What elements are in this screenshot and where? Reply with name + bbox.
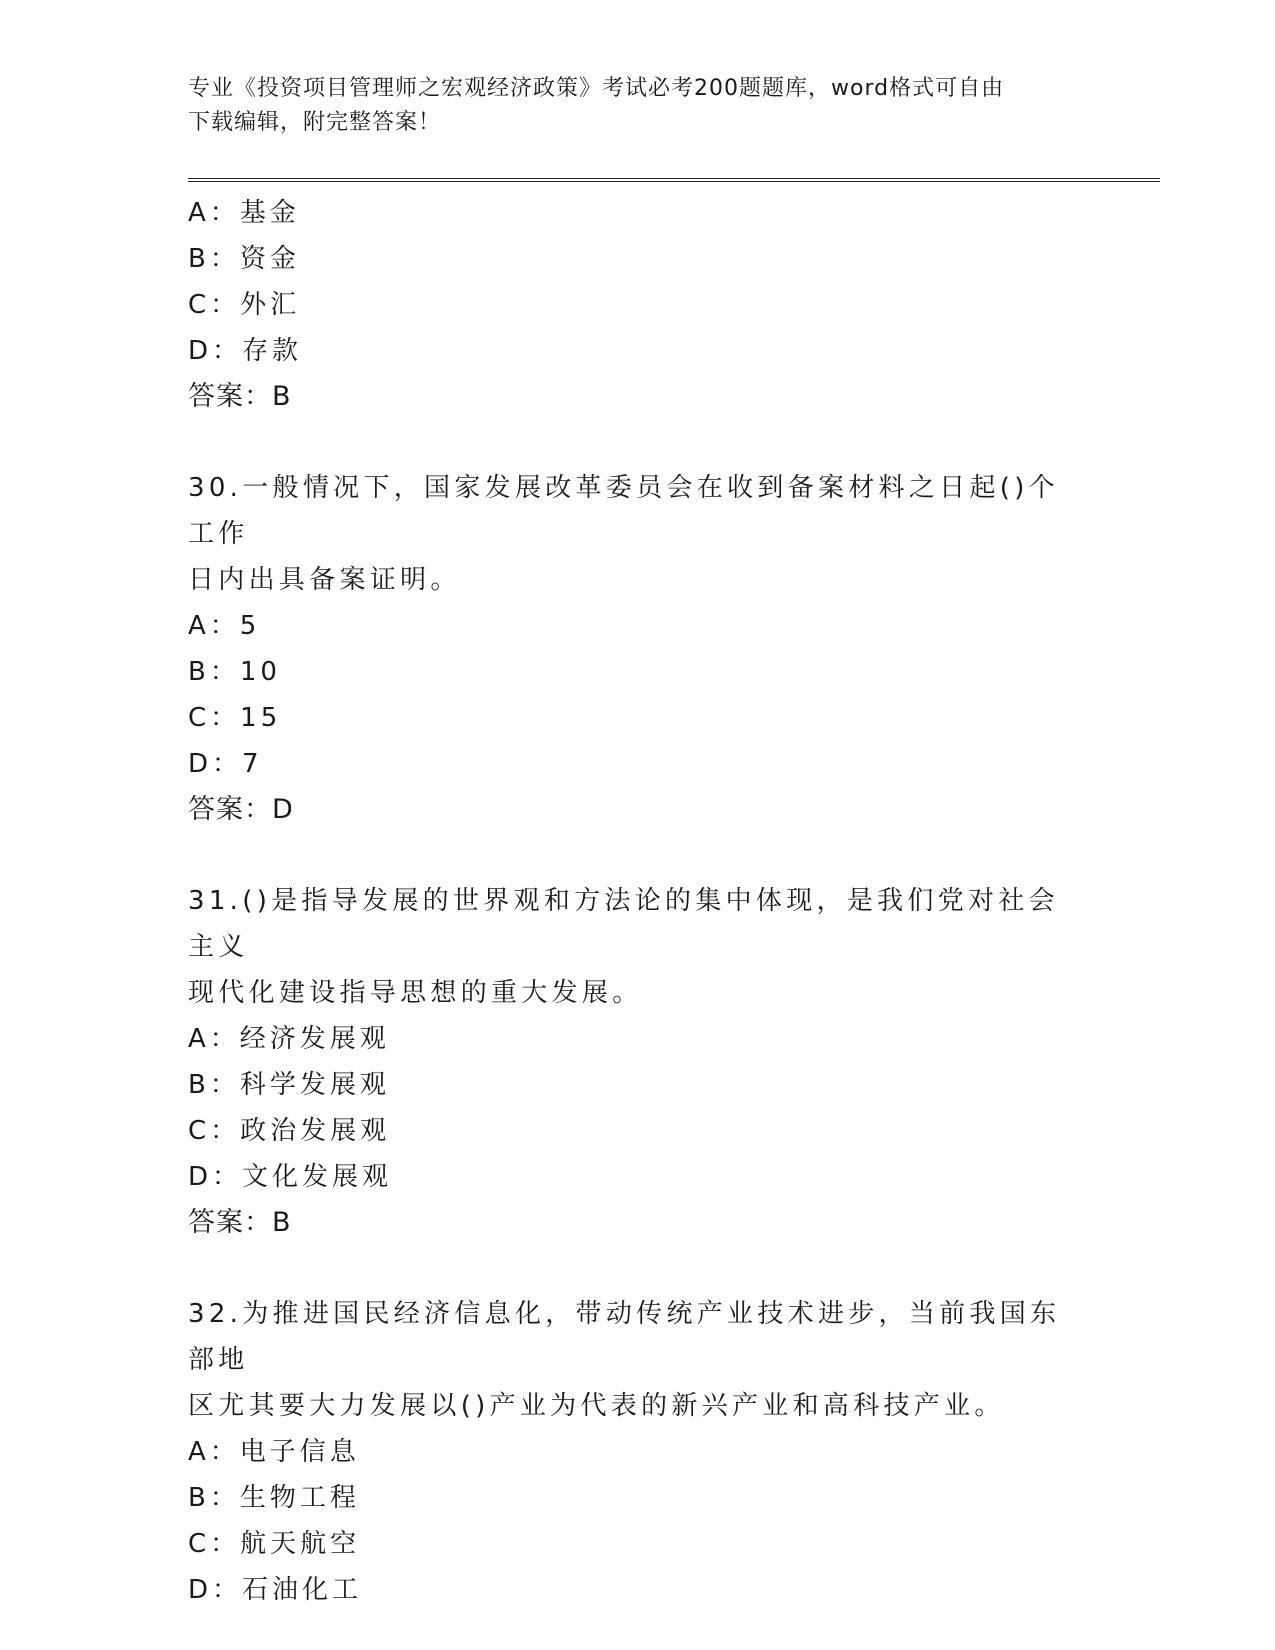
- option-b: B：科学发展观: [188, 1070, 390, 1100]
- option-d: D：石油化工: [188, 1575, 363, 1605]
- answer: 答案：B: [188, 381, 292, 412]
- answer: 答案：B: [188, 1207, 292, 1238]
- question-30: [188, 465, 1088, 833]
- question-31: [188, 878, 1088, 1246]
- header-line-1: 专业《投资项目管理师之宏观经济政策》考试必考200题题库，word格式可自由: [188, 76, 1005, 101]
- question-text: [188, 878, 1088, 1016]
- option-a: A：经济发展观: [188, 1024, 390, 1054]
- option-a: A：基金: [188, 198, 300, 228]
- option-b: B：生物工程: [188, 1483, 360, 1513]
- option-c: C：15: [188, 703, 282, 733]
- header-divider: [188, 178, 1160, 182]
- question-text: [188, 465, 1088, 603]
- question-text-line-1: 31.()是指导发展的世界观和方法论的集中体现，是我们党对社会主义: [188, 886, 1059, 962]
- option-c: C：政治发展观: [188, 1116, 391, 1146]
- question-text-line-2: 日内出具备案证明。: [188, 565, 461, 595]
- question-list: [188, 190, 1088, 1613]
- option-d: D：存款: [188, 336, 303, 366]
- header-line-2: 下载编辑，附完整答案！: [188, 110, 442, 135]
- option-d: D：7: [188, 749, 263, 779]
- question-29: [188, 190, 1088, 420]
- option-c: C：航天航空: [188, 1529, 361, 1559]
- question-32: [188, 1291, 1088, 1613]
- option-a: A：电子信息: [188, 1437, 360, 1467]
- question-text-line-2: 现代化建设指导思想的重大发展。: [188, 978, 643, 1008]
- question-text: [188, 1291, 1088, 1429]
- option-c: C：外汇: [188, 290, 301, 320]
- question-text-line-1: 32.为推进国民经济信息化，带动传统产业技术进步，当前我国东部地: [188, 1299, 1061, 1375]
- option-d: D：文化发展观: [188, 1162, 393, 1192]
- option-a: A：5: [188, 611, 261, 641]
- question-text-line-2: 区尤其要大力发展以()产业为代表的新兴产业和高科技产业。: [188, 1391, 1005, 1421]
- document-header: [188, 72, 1088, 140]
- option-b: B：10: [188, 657, 281, 687]
- option-b: B：资金: [188, 244, 300, 274]
- answer: 答案：D: [188, 794, 294, 825]
- question-text-line-1: 30.一般情况下，国家发展改革委员会在收到备案材料之日起()个工作: [188, 473, 1059, 549]
